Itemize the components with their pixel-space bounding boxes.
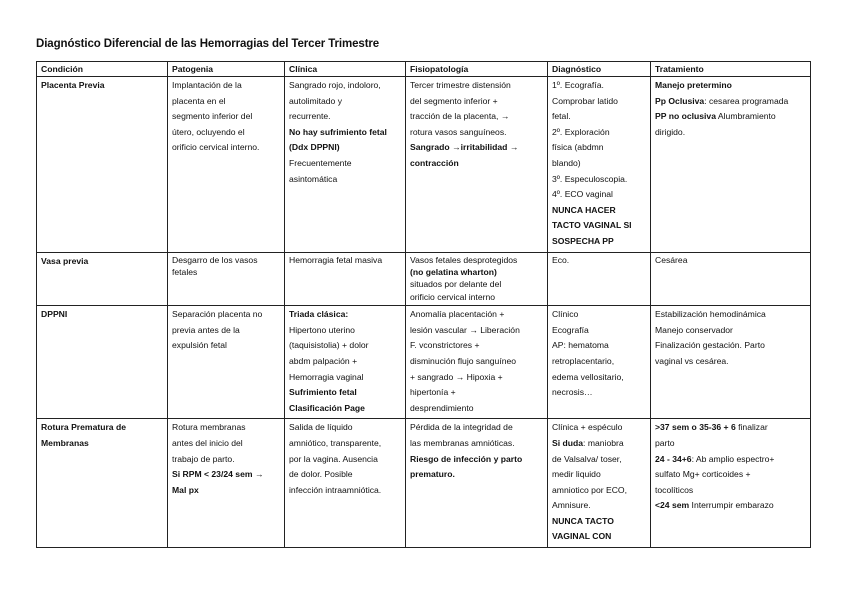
cell-line: antes del inicio del [172, 437, 243, 448]
column-header-fisiopatologia: Fisiopatología [406, 62, 548, 77]
bold-text: <24 sem [655, 500, 690, 511]
cell-line: expulsión fetal [172, 340, 227, 351]
table-row [37, 77, 811, 253]
cell-line: Salida de líquido [289, 422, 353, 433]
differential-diagnosis-table [36, 61, 811, 548]
cell-line: VAGINAL CON [552, 531, 612, 542]
cell-line: blando) [552, 157, 581, 168]
diagnostico-cell [548, 252, 651, 306]
bold-text: 24 - 34+6 [655, 453, 692, 464]
cell-line: Finalización gestación. Parto [655, 340, 765, 351]
cell-line: Sangrado rojo, indoloro, [289, 80, 381, 90]
cell-line [655, 94, 806, 110]
cell-line: + sangrado → Hipoxia + [410, 371, 503, 382]
cell-line: (taquisistolia) + dolor [289, 340, 369, 351]
cell-line: amniótico, transparente, [289, 437, 382, 448]
text-run: : maniobra [583, 437, 624, 448]
cell-line: de dolor. Posible [289, 469, 353, 480]
cell-line: segmento inferior del [172, 111, 253, 122]
cell-line: Pérdida de la integridad de [410, 422, 513, 433]
cell-line: necrosis… [552, 387, 593, 398]
cell-line: lesión vascular → Liberación [410, 324, 520, 335]
cell-line: Hipertono uterino [289, 324, 355, 335]
cell-line: SOSPECHA PP [552, 235, 614, 246]
patogenia-cell [168, 419, 285, 548]
cell-line: de Valsalva/ toser, [552, 453, 622, 464]
cell-line: Desgarro de los vasos [172, 254, 258, 265]
cell-line: Hemorragia fetal masiva [289, 254, 383, 265]
cell-line: Clínico [552, 309, 579, 320]
cell-line: AP: hematoma [552, 340, 609, 351]
cell-line: vaginal vs cesárea. [655, 355, 729, 366]
cell-line: Hemorragia vaginal [289, 371, 364, 382]
cell-line: (Ddx DPPNI) [289, 142, 340, 153]
clinica-cell [285, 419, 406, 548]
bold-text: Si duda [552, 437, 584, 448]
text-run: Alumbramiento [715, 111, 776, 122]
cell-line: dirigido. [655, 126, 686, 137]
table-row [37, 306, 811, 419]
table-row [37, 252, 811, 306]
cell-line: hipertonía + [410, 387, 456, 398]
patogenia-cell [168, 77, 285, 253]
cell-line [655, 498, 806, 514]
column-header-diagnostico: Diagnóstico [548, 62, 651, 77]
fisiopatologia-cell [406, 77, 548, 253]
cell-line: Rotura membranas [172, 422, 246, 433]
cell-line: Estabilización hemodinámica [655, 309, 766, 320]
text-run: Interrumpir embarazo [689, 500, 774, 511]
cell-line: Sufrimiento fetal [289, 387, 357, 398]
cell-line: Frecuentemente [289, 157, 352, 168]
cell-line: Triada clásica: [289, 309, 349, 320]
patogenia-cell [168, 306, 285, 419]
cell-line: Ecografía [552, 324, 589, 335]
table-header-row [37, 62, 811, 77]
bold-text: PP no oclusiva [655, 111, 716, 122]
cell-line: 1º. Ecografía. [552, 80, 604, 90]
column-header-patogenia: Patogenia [168, 62, 285, 77]
cell-line: F. vconstrictores + [410, 340, 480, 351]
diagnostico-cell [548, 306, 651, 419]
clinica-cell [285, 306, 406, 419]
cell-line: orificio cervical interno. [172, 142, 260, 153]
diagnostico-cell [548, 77, 651, 253]
cell-line: del segmento inferior + [410, 95, 498, 106]
cell-line: previa antes de la [172, 324, 240, 335]
cell-line: Sangrado →irritabilidad → [410, 142, 519, 153]
cell-line: Si RPM < 23/24 sem → [172, 469, 264, 480]
cell-line: rotura vasos sanguíneos. [410, 126, 507, 137]
cell-line: Implantación de la [172, 80, 242, 90]
text-run: : Ab amplio espectro+ [691, 453, 775, 464]
cell-line: 3º. Especuloscopia. [552, 173, 628, 184]
cell-line: TACTO VAGINAL SI [552, 220, 632, 231]
cell-line [655, 420, 806, 436]
cell-line: edema vellositario, [552, 371, 624, 382]
cell-line: Anomalía placentación + [410, 309, 505, 320]
cell-line: sulfato Mg+ corticoides + [655, 469, 751, 480]
column-header-condicion: Condición [37, 62, 168, 77]
cell-line: medir liquido [552, 469, 601, 480]
fisiopatologia-cell [406, 252, 548, 306]
fisiopatologia-cell [406, 419, 548, 548]
cell-line: Amnisure. [552, 500, 591, 511]
bold-text: >37 sem o 35-36 + 6 [655, 422, 736, 433]
cell-line: recurrente. [289, 111, 331, 122]
condition-cell: DPPNI [37, 306, 168, 419]
cell-line: Cesárea [655, 254, 688, 265]
patogenia-cell [168, 252, 285, 306]
cell-line: las membranas amnióticas. [410, 437, 515, 448]
cell-line: fetales [172, 266, 198, 277]
cell-line: contracción [410, 157, 459, 168]
cell-line [552, 436, 646, 452]
column-header-clinica: Clínica [285, 62, 406, 77]
cell-line: amniotico por ECO, [552, 484, 627, 495]
cell-line: (no gelatina wharton) [410, 266, 497, 277]
cell-line: abdm palpación + [289, 355, 358, 366]
cell-line: orificio cervical interno [410, 291, 496, 302]
cell-line: infección intraamniótica. [289, 484, 382, 495]
cell-line: situados por delante del [410, 279, 502, 290]
cell-line: NUNCA TACTO [552, 515, 614, 526]
page-title: Diagnóstico Diferencial de las Hemorragias del Tercer Trimestre [36, 38, 380, 50]
cell-line: tocolíticos [655, 484, 694, 495]
tratamiento-cell [651, 419, 811, 548]
cell-line: Manejo conservador [655, 324, 733, 335]
condition-cell: Placenta Previa [37, 77, 168, 253]
column-header-tratamiento: Tratamiento [651, 62, 811, 77]
cell-line: tracción de la placenta, → [410, 111, 510, 122]
cell-line: física (abdmn [552, 142, 604, 153]
fisiopatologia-cell [406, 306, 548, 419]
cell-line: autolimitado y [289, 95, 343, 106]
cell-line: Vasos fetales desprotegidos [410, 254, 518, 265]
cell-line: Separación placenta no [172, 309, 263, 320]
cell-line: No hay sufrimiento fetal [289, 126, 387, 137]
cell-line: prematuro. [410, 469, 455, 480]
clinica-cell [285, 252, 406, 306]
clinica-cell [285, 77, 406, 253]
text-run: : cesarea programada [704, 95, 789, 106]
cell-line: Manejo pretermino [655, 80, 732, 90]
cell-line: desprendimiento [410, 402, 474, 413]
cell-line: Comprobar latido [552, 95, 618, 106]
cell-line: parto [655, 437, 675, 448]
diagnostico-cell [548, 419, 651, 548]
cell-line: útero, ocluyendo el [172, 126, 245, 137]
cell-line: por la vagina. Ausencia [289, 453, 378, 464]
condition-cell: Rotura Prematura de Membranas [37, 419, 168, 548]
cell-line: retroplacentario, [552, 355, 615, 366]
cell-line: disminución flujo sanguíneo [410, 355, 517, 366]
cell-line: trabajo de parto. [172, 453, 235, 464]
cell-line: 4º. ECO vaginal [552, 189, 613, 200]
cell-line: Clínica + espéculo [552, 422, 623, 433]
cell-line: placenta en el [172, 95, 226, 106]
cell-line: Tercer trimestre distensión [410, 80, 511, 90]
text-run: finalizar [735, 422, 768, 433]
cell-line: fetal. [552, 111, 571, 122]
cell-line: Clasificación Page [289, 402, 365, 413]
table-row [37, 419, 811, 548]
cell-line: Eco. [552, 254, 570, 265]
cell-line: Mal px [172, 484, 199, 495]
tratamiento-cell [651, 306, 811, 419]
bold-text: Pp Oclusiva [655, 95, 705, 106]
cell-line: NUNCA HACER [552, 204, 616, 215]
cell-line: Riesgo de infección y parto [410, 453, 523, 464]
tratamiento-cell [651, 252, 811, 306]
cell-line [655, 109, 806, 125]
condition-cell: Vasa previa [37, 252, 168, 306]
tratamiento-cell [651, 77, 811, 253]
cell-line: asintomática [289, 173, 338, 184]
cell-line [655, 452, 806, 468]
cell-line: 2º. Exploración [552, 126, 610, 137]
